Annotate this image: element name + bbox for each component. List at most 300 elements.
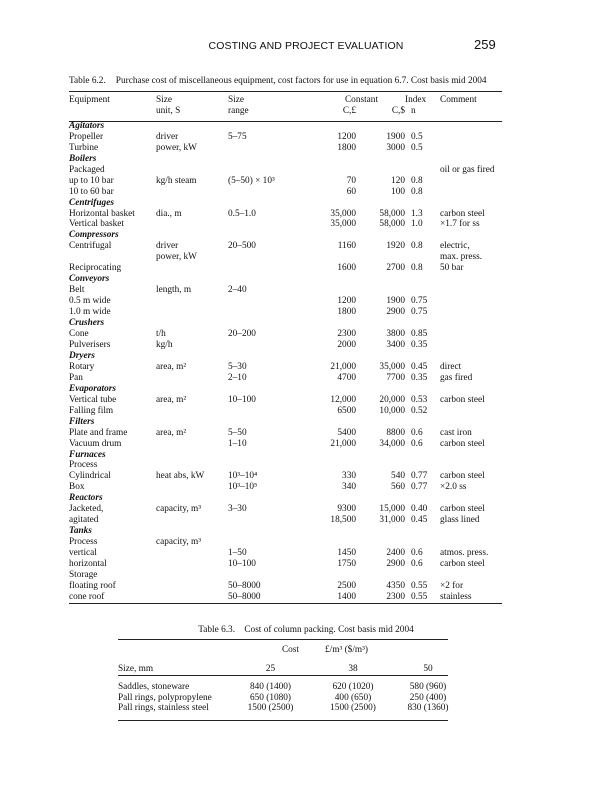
index-cell: 0.35 — [411, 372, 428, 383]
category-row — [69, 274, 520, 285]
table-row — [69, 592, 520, 603]
category-row — [69, 154, 520, 165]
equipment-cell — [69, 252, 156, 263]
table-row — [69, 187, 520, 198]
index-cell: 0.45 — [411, 515, 428, 526]
category-label: Agitators — [69, 120, 105, 131]
table-6-3-caption-text: Cost of column packing. Cost basis mid 2004 — [244, 625, 414, 635]
size-range-cell — [228, 570, 300, 581]
size-unit-cell — [156, 515, 228, 526]
size-range-cell: 50–8000 — [228, 580, 261, 591]
category-label: Tanks — [69, 526, 92, 537]
size-value: 50 — [423, 663, 433, 674]
equipment-cell: Storage — [69, 569, 98, 580]
comment-cell: carbon steel — [440, 208, 485, 219]
size-unit-cell: heat abs, kW — [156, 471, 205, 482]
table-row — [69, 219, 520, 230]
cost-usd-cell: 1900 — [386, 296, 405, 307]
packing-name: Pall rings, polypropylene — [118, 692, 212, 703]
index-cell: 0.52 — [411, 405, 428, 416]
category-row — [69, 493, 520, 504]
cost-gbp-cell: 5400 — [337, 427, 356, 438]
cost-gbp-cell: 2300 — [337, 329, 356, 340]
table-6-2-caption-label: Table 6.2. — [69, 76, 106, 86]
cost-gbp-cell — [300, 252, 356, 263]
index-cell — [405, 165, 440, 176]
category-label: Compressors — [69, 230, 119, 241]
table-6-3-body — [118, 682, 463, 714]
comment-cell: max. press. — [440, 252, 483, 263]
packing-name: Saddles, stoneware — [118, 682, 190, 693]
index-cell: 0.53 — [411, 394, 428, 405]
size-range-cell: 20–500 — [228, 241, 256, 252]
size-unit-cell: t/h — [156, 329, 166, 340]
size-unit-cell — [156, 187, 228, 198]
comment-cell: carbon steel — [440, 438, 485, 449]
size-unit-cell — [156, 165, 228, 176]
index-cell: 0.8 — [411, 241, 423, 252]
cost-usd-cell: 35,000 — [379, 361, 405, 372]
equipment-cell: floating roof — [69, 580, 116, 591]
cost-gbp-cell: 60 — [346, 186, 356, 197]
cost-gbp-cell: 12,000 — [330, 394, 356, 405]
size-range-cell: 2–40 — [228, 285, 247, 296]
header-unit: £/m³ ($/m³) — [325, 645, 369, 655]
cost-usd-cell: 2900 — [386, 559, 405, 570]
packing-name: Pall rings, stainless steel — [118, 703, 209, 714]
table-row — [69, 296, 520, 307]
comment-cell — [440, 570, 520, 581]
cost-gbp-cell: 21,000 — [330, 438, 356, 449]
cost-usd-cell — [356, 285, 405, 296]
cost-gbp-cell — [300, 537, 356, 548]
comment-cell — [440, 187, 520, 198]
cost-gbp-cell: 1160 — [337, 241, 356, 252]
equipment-cell: Horizontal basket — [69, 208, 135, 219]
size-range-cell: 5–50 — [228, 427, 247, 438]
table-row — [69, 504, 520, 515]
cost-usd-cell: 2900 — [386, 307, 405, 318]
header-size: Size — [156, 95, 173, 105]
comment-cell — [440, 307, 520, 318]
comment-cell: electric, — [440, 241, 470, 252]
cost-gbp-cell: 2000 — [337, 339, 356, 350]
comment-cell: oil or gas fired — [440, 164, 495, 175]
category-label: Dryers — [69, 350, 95, 361]
header-range-sub: range — [228, 105, 249, 116]
equipment-cell: Packaged — [69, 164, 105, 175]
comment-cell — [440, 132, 520, 143]
cost-gbp-cell: 21,000 — [330, 361, 356, 372]
table-row — [69, 559, 520, 570]
cost-usd-cell — [356, 537, 405, 548]
comment-cell: carbon steel — [440, 504, 485, 515]
size-range-cell — [228, 307, 300, 318]
table-6-2-header-row-1 — [69, 95, 520, 106]
category-row — [69, 121, 520, 132]
table-row — [69, 581, 520, 592]
size-unit-cell — [156, 263, 228, 274]
cost-gbp-cell — [300, 165, 356, 176]
packing-cost: 1500 (2500) — [330, 703, 376, 714]
comment-cell — [440, 537, 520, 548]
table-6-3 — [118, 645, 463, 714]
table-row — [69, 143, 520, 154]
table-row — [118, 703, 463, 714]
category-row — [69, 318, 520, 329]
size-range-cell: 1–50 — [228, 548, 247, 559]
cost-gbp-cell: 6500 — [337, 405, 356, 416]
table-row — [69, 132, 520, 143]
cost-usd-cell: 120 — [391, 175, 405, 186]
cost-gbp-cell: 1800 — [337, 142, 356, 153]
comment-cell — [440, 340, 520, 351]
table-6-2-body — [69, 121, 520, 603]
comment-cell: ×2.0 ss — [440, 482, 467, 493]
size-unit-cell — [156, 482, 228, 493]
size-range-cell: 50–8000 — [228, 591, 261, 602]
index-cell — [405, 460, 440, 471]
size-range-cell: 10–100 — [228, 394, 256, 405]
size-range-cell: 2–10 — [228, 372, 247, 383]
table-6-3-size-row — [118, 664, 463, 675]
index-cell: 0.40 — [411, 504, 428, 515]
index-cell: 0.55 — [411, 591, 428, 602]
header-c-usd: C,$ — [391, 105, 405, 116]
category-row — [69, 526, 520, 537]
header-comment: Comment — [440, 95, 477, 105]
cost-usd-cell — [356, 252, 405, 263]
index-cell — [405, 252, 440, 263]
packing-cost: 250 (400) — [409, 692, 447, 703]
cost-usd-cell: 20,000 — [379, 394, 405, 405]
running-header-title: COSTING AND PROJECT EVALUATION — [208, 40, 404, 52]
category-label: Furnaces — [69, 449, 106, 460]
comment-cell — [440, 143, 520, 154]
size-range-cell — [228, 187, 300, 198]
cost-gbp-cell: 1800 — [337, 307, 356, 318]
cost-usd-cell: 1900 — [386, 131, 405, 142]
size-unit-cell: power, kW — [156, 142, 197, 153]
cost-gbp-cell: 4700 — [337, 372, 356, 383]
size-range-cell: 20–200 — [228, 329, 256, 340]
equipment-cell: Jacketed, — [69, 504, 104, 515]
equipment-cell: 1.0 m wide — [69, 307, 111, 318]
index-cell: 0.8 — [411, 186, 423, 197]
cost-usd-cell: 4350 — [386, 580, 405, 591]
table-row — [69, 515, 520, 526]
size-range-cell — [228, 537, 300, 548]
equipment-cell: Reciprocating — [69, 263, 122, 274]
table-row — [69, 537, 520, 548]
index-cell: 0.6 — [411, 559, 423, 570]
size-range-cell: 5–30 — [228, 361, 247, 372]
comment-cell — [440, 285, 520, 296]
cost-usd-cell: 3400 — [386, 339, 405, 350]
cost-usd-cell: 2700 — [386, 263, 405, 274]
size-unit-cell — [156, 581, 228, 592]
table-row — [69, 176, 520, 187]
size-unit-cell — [156, 559, 228, 570]
equipment-cell: Cylindrical — [69, 471, 111, 482]
table-6-2-header-row-2 — [69, 106, 520, 121]
table-6-3-top-rule — [118, 639, 448, 640]
equipment-cell: 0.5 m wide — [69, 296, 111, 307]
equipment-cell: Plate and frame — [69, 427, 128, 438]
index-cell: 0.75 — [411, 296, 428, 307]
equipment-cell: Propeller — [69, 131, 104, 142]
size-range-cell: 1–10 — [228, 438, 247, 449]
index-cell: 0.85 — [411, 329, 428, 340]
packing-cost: 840 (1400) — [249, 682, 292, 693]
cost-usd-cell: 2400 — [386, 548, 405, 559]
category-row — [69, 198, 520, 209]
table-6-3-caption-label: Table 6.3. — [198, 625, 236, 635]
category-label: Boilers — [69, 153, 97, 164]
table-6-2-caption-text: Purchase cost of miscellaneous equipment, cost factors for use in equation 6.7. Cost basis mid 2004 — [115, 76, 487, 86]
index-cell: 0.77 — [411, 471, 428, 482]
comment-cell — [440, 460, 520, 471]
cost-gbp-cell: 1750 — [337, 559, 356, 570]
equipment-cell: Vacuum drum — [69, 438, 122, 449]
size-unit-cell: power, kW — [156, 252, 197, 263]
cost-usd-cell: 15,000 — [379, 504, 405, 515]
size-range-cell — [228, 165, 300, 176]
packing-cost: 650 (1080) — [249, 692, 292, 703]
cost-gbp-cell — [300, 285, 356, 296]
equipment-cell: vertical — [69, 548, 97, 559]
comment-cell: carbon steel — [440, 471, 485, 482]
header-constant: Constant — [344, 95, 379, 105]
packing-cost: 830 (1360) — [407, 703, 449, 714]
table-row — [69, 241, 520, 252]
page-number: 259 — [474, 37, 496, 52]
table-row — [69, 406, 520, 417]
index-cell — [405, 537, 440, 548]
cost-usd-cell — [356, 570, 405, 581]
header-index: Index — [405, 95, 427, 105]
size-range-cell: 3–30 — [228, 504, 247, 515]
table-6-3-bottom-rule — [118, 720, 448, 721]
table-row — [69, 362, 520, 373]
size-unit-cell: dia., m — [156, 208, 182, 219]
index-cell: 0.5 — [411, 142, 423, 153]
cost-gbp-cell: 1200 — [337, 296, 356, 307]
size-unit-cell — [156, 570, 228, 581]
table-row — [69, 340, 520, 351]
size-range-cell: 5–75 — [228, 131, 247, 142]
header-cost: Cost — [281, 645, 299, 655]
packing-cost: 580 (960) — [409, 682, 447, 693]
size-label: Size, mm — [118, 663, 154, 674]
table-row — [69, 439, 520, 450]
equipment-cell: Pulverisers — [69, 339, 111, 350]
cost-gbp-cell: 340 — [342, 482, 356, 493]
cost-usd-cell: 540 — [391, 471, 405, 482]
index-cell: 0.77 — [411, 482, 428, 493]
size-range-cell: 10³–10⁴ — [228, 471, 258, 482]
comment-cell: carbon steel — [440, 394, 485, 405]
cost-usd-cell: 31,000 — [379, 515, 405, 526]
header-size-unit: unit, S — [156, 105, 181, 116]
size-range-cell — [228, 340, 300, 351]
header-equipment: Equipment — [69, 95, 110, 105]
index-cell: 0.5 — [411, 131, 423, 142]
equipment-cell: Belt — [69, 285, 85, 296]
cost-usd-cell: 58,000 — [379, 208, 405, 219]
equipment-cell: agitated — [69, 515, 99, 526]
table-6-3-header-row — [118, 645, 463, 656]
equipment-cell: Pan — [69, 372, 83, 383]
table-row — [69, 307, 520, 318]
comment-cell — [440, 296, 520, 307]
size-value: 38 — [348, 663, 358, 674]
table-row — [69, 209, 520, 220]
size-unit-cell: area, m² — [156, 427, 187, 438]
size-unit-cell: area, m² — [156, 394, 187, 405]
cost-usd-cell: 1920 — [386, 241, 405, 252]
packing-cost: 620 (1020) — [332, 682, 374, 693]
table-row — [69, 165, 520, 176]
size-range-cell — [228, 263, 300, 274]
category-label: Reactors — [69, 493, 103, 504]
cost-gbp-cell — [300, 570, 356, 581]
comment-cell: stainless — [440, 591, 472, 602]
cost-gbp-cell: 35,000 — [330, 208, 356, 219]
size-unit-cell: area, m² — [156, 361, 187, 372]
category-row — [69, 450, 520, 461]
size-range-cell — [228, 219, 300, 230]
size-unit-cell — [156, 307, 228, 318]
table-row — [69, 373, 520, 384]
cost-gbp-cell — [300, 460, 356, 471]
index-cell: 0.35 — [411, 339, 428, 350]
table-row — [69, 570, 520, 581]
cost-gbp-cell: 18,500 — [330, 515, 356, 526]
index-cell: 0.8 — [411, 263, 423, 274]
cost-usd-cell: 560 — [391, 482, 405, 493]
size-range-cell — [228, 406, 300, 417]
size-unit-cell — [156, 296, 228, 307]
comment-cell: carbon steel — [440, 559, 485, 570]
index-cell: 1.0 — [411, 219, 423, 230]
category-label: Filters — [69, 416, 95, 427]
cost-gbp-cell: 1200 — [337, 131, 356, 142]
index-cell: 0.6 — [411, 427, 423, 438]
size-unit-cell — [156, 592, 228, 603]
size-range-cell: 10–100 — [228, 559, 256, 570]
size-range-cell — [228, 296, 300, 307]
index-cell: 0.6 — [411, 548, 423, 559]
table-6-2-bottom-rule — [69, 603, 502, 604]
equipment-cell: Rotary — [69, 361, 95, 372]
packing-cost: 1500 (2500) — [247, 703, 294, 714]
table-row — [118, 693, 463, 704]
category-row — [69, 351, 520, 362]
size-range-cell — [228, 143, 300, 154]
cost-usd-cell: 3000 — [386, 142, 405, 153]
size-unit-cell — [156, 460, 228, 471]
cost-usd-cell — [356, 460, 405, 471]
header-index-n: n — [411, 105, 416, 116]
comment-cell: cast iron — [440, 427, 472, 438]
equipment-cell: Box — [69, 482, 85, 493]
comment-cell: ×2 for — [440, 580, 464, 591]
size-unit-cell — [156, 373, 228, 384]
equipment-cell: Cone — [69, 329, 89, 340]
cost-gbp-cell: 35,000 — [330, 219, 356, 230]
size-unit-cell: capacity, m³ — [156, 537, 202, 548]
table-row — [69, 548, 520, 559]
size-unit-cell: kg/h — [156, 339, 173, 350]
comment-cell — [440, 406, 520, 417]
comment-cell — [440, 329, 520, 340]
comment-cell — [440, 176, 520, 187]
equipment-cell: Process — [69, 537, 98, 548]
cost-usd-cell — [356, 165, 405, 176]
size-unit-cell: kg/h steam — [156, 175, 197, 186]
table-row — [69, 482, 520, 493]
table-6-2-top-rule — [69, 91, 502, 92]
category-label: Crushers — [69, 318, 105, 329]
table-row — [69, 471, 520, 482]
table-6-2 — [69, 95, 520, 603]
cost-usd-cell: 7700 — [386, 372, 405, 383]
category-row — [69, 384, 520, 395]
size-value: 25 — [265, 663, 276, 674]
index-cell: 0.55 — [411, 580, 428, 591]
size-range-cell — [228, 515, 300, 526]
equipment-cell: Process — [69, 460, 98, 471]
cost-gbp-cell: 9300 — [337, 504, 356, 515]
category-label: Centrifuges — [69, 197, 114, 208]
equipment-cell: Vertical tube — [69, 394, 117, 405]
size-unit-cell: capacity, m³ — [156, 504, 202, 515]
cost-gbp-cell: 1400 — [337, 591, 356, 602]
size-range-cell: (5–50) × 10³ — [228, 175, 275, 186]
equipment-cell: Turbine — [69, 142, 99, 153]
table-6-3-caption — [0, 625, 612, 635]
size-range-cell: 10³–10⁵ — [228, 482, 258, 493]
size-unit-cell: length, m — [156, 285, 192, 296]
cost-gbp-cell: 2500 — [337, 580, 356, 591]
table-row — [69, 428, 520, 439]
size-unit-cell — [156, 406, 228, 417]
cost-gbp-cell: 1450 — [337, 548, 356, 559]
index-cell — [405, 285, 440, 296]
table-row — [118, 682, 463, 693]
size-range-cell — [228, 460, 300, 471]
comment-cell: glass lined — [440, 515, 480, 526]
equipment-cell: horizontal — [69, 559, 107, 570]
table-row — [69, 263, 520, 274]
size-range-cell: 0.5–1.0 — [228, 208, 256, 219]
size-unit-cell — [156, 548, 228, 559]
cost-usd-cell: 3800 — [386, 329, 405, 340]
size-unit-cell: driver — [156, 241, 179, 252]
comment-cell: 50 bar — [440, 263, 464, 274]
header-size-range: Size — [228, 95, 245, 105]
cost-usd-cell: 100 — [391, 186, 405, 197]
size-unit-cell — [156, 219, 228, 230]
equipment-cell: Centrifugal — [69, 241, 112, 252]
table-6-2-caption — [69, 76, 487, 86]
cost-usd-cell: 2300 — [386, 591, 405, 602]
equipment-cell: 10 to 60 bar — [69, 186, 114, 197]
cost-gbp-cell: 1600 — [337, 263, 356, 274]
comment-cell: atmos. press. — [440, 548, 489, 559]
cost-usd-cell: 8800 — [386, 427, 405, 438]
